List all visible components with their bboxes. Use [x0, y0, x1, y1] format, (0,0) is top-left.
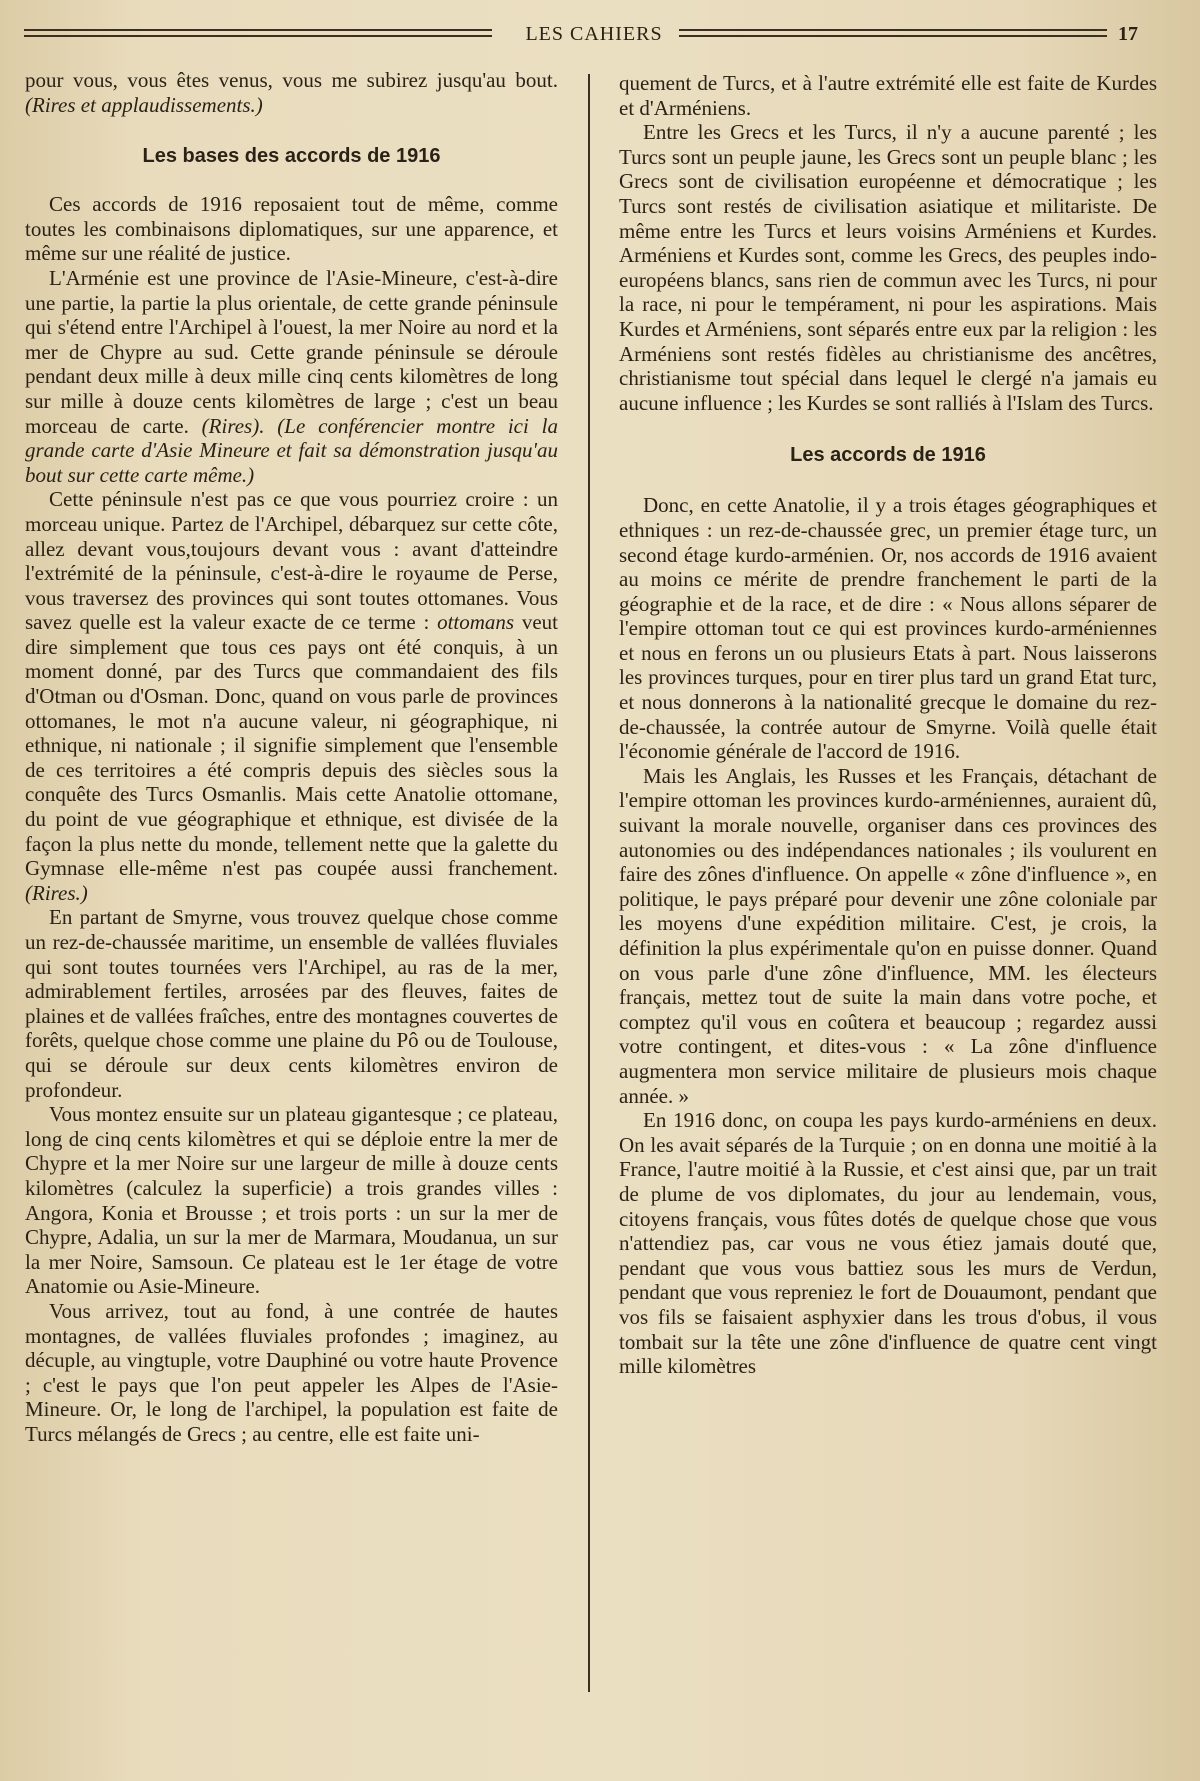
paragraph: pour vous, vous êtes venus, vous me subirez jusqu'au bout. (Rires et applaudissements.)	[25, 68, 558, 117]
left-column	[25, 68, 558, 1446]
paragraph: Donc, en cette Anatolie, il y a trois étages géographiques et ethniques : un rez-de-chaussée grec, un premier étage turc, un second étage kurdo-arménien. Or, nos accords de 1916 avaient au moins ce mérite de prendre franchement le parti de la géographie et de la race, et de dire : « Nous allons séparer de l'empire ottoman tout ce qui est provinces kurdo-arméniennes et nous en ferons un ou plusieurs Etats à part. Nous laisserons les provinces turques, pour en tirer plus tard un grand Etat turc, et nous donnerons à la nationalité grecque le domaine du rez-de-chaussée, la contrée autour de Smyrne. Voilà quelle était l'économie générale de l'accord de 1916.	[619, 493, 1157, 764]
paragraph: Ces accords de 1916 reposaient tout de même, comme toutes les combinaisons diplomatiques, sur une apparence, et même sur une réalité de justice.	[25, 192, 558, 266]
paragraph: Vous montez ensuite sur un plateau gigantesque ; ce plateau, long de cinq cents kilomètres et qui se déploie entre la mer de Chypre et la mer Noire sur une largeur de mille à douze cents kilomètres (calculez la superficie) a trois grandes villes : Angora, Konia et Brousse ; et trois ports : un sur la mer de Chypre, Adalia, un sur la mer de Marmara, Moudanua, un sur la mer Noire, Samsoun. Ce plateau est le 1er étage de votre Anatomie ou Asie-Mineure.	[25, 1102, 558, 1299]
paragraph: quement de Turcs, et à l'autre extrémité elle est faite de Kurdes et d'Arméniens.	[619, 71, 1157, 120]
paragraph: Mais les Anglais, les Russes et les Français, détachant de l'empire ottoman les provinces kurdo-arméniennes, auraient dû, suivant la morale nouvelle, organiser dans ces provinces des autonomies ou des indépendances nationales ; ils voulurent en faire des zônes d'influence. On appelle « zône d'influence », en politique, le pays préparé pour devenir une zône coloniale par les moyens d'une expédition militaire. C'est, je crois, la définition la plus expérimentale qu'on en puisse donner. Quand on vous parle d'une zône d'influence, MM. les électeurs français, mettez tout de suite la main dans votre poche, et comptez qu'il vous en coûtera et beaucoup ; regardez aussi votre contingent, et dites-vous : « La zône d'influence augmentera mon service militaire de plusieurs mois chaque année. »	[619, 763, 1157, 1108]
page-number: 17	[1118, 23, 1138, 45]
column-divider	[588, 74, 590, 1692]
running-header	[24, 20, 1138, 48]
paragraph: En partant de Smyrne, vous trouvez quelque chose comme un rez-de-chaussée maritime, un ensemble de vallées fluviales qui sont toutes tournées vers l'Archipel, au ras de la mer, admirablement fertiles, arrosées par des fleuves, faites de plaines et de vallées fraîches, entre des montagnes couvertes de forêts, quelque chose comme une plaine du Pô ou de Toulouse, qui se déroule sur deux cents kilomètres environ de profondeur.	[25, 905, 558, 1102]
paragraph: En 1916 donc, on coupa les pays kurdo-arméniens en deux. On les avait séparés de la Turquie ; on en donna une moitié à la France, l'autre moitié à la Russie, et c'est ainsi que, par un trait de plume de vos diplomates, du jour au lendemain, vous, citoyens français, vous fûtes dotés de quelque chose que vous n'attendiez pas, car vous ne vous étiez jamais douté que, pendant que vous vous battiez sous les murs de Verdun, pendant que vous repreniez le fort de Douaumont, pendant que vos fils se faisaient asphyxier dans les trous d'obus, il vous tombait sur la tête une zône d'influence de quatre cent vingt mille kilomètres	[619, 1108, 1157, 1379]
header-rule-left	[24, 29, 492, 38]
paragraph: L'Arménie est une province de l'Asie-Mineure, c'est-à-dire une partie, la partie la plus orientale, de cette grande péninsule qui s'étend entre l'Archipel à l'ouest, la mer Noire au nord et la mer de Chypre au sud. Cette grande péninsule se déroule pendant deux mille à deux mille cinq cents kilomètres de long sur mille à douze cents kilomètres de large ; c'est un beau morceau de carte. (Rires). (Le conférencier montre ici la grande carte d'Asie Mineure et fait sa démonstration jusqu'au bout sur cette carte même.)	[25, 265, 559, 487]
section-heading: Les bases des accords de 1916	[142, 145, 441, 168]
section-heading: Les accords de 1916	[790, 444, 986, 467]
journal-title: LES CAHIERS	[525, 23, 663, 45]
paragraph: Entre les Grecs et les Turcs, il n'y a aucune parenté ; les Turcs sont un peuple jaune, les Grecs sont un peuple blanc ; les Grecs sont de civilisation européenne et démocratique ; les Turcs sont restés de civilisation asiatique et militariste. De même entre les Turcs et leurs voisins Arméniens et Kurdes. Arméniens et Kurdes sont, comme les Grecs, des peuples indo-européens blancs, sans rien de commun avec les Turcs, ni pour la race, ni pour le tempérament, ni pour les aspirations. Mais Kurdes et Arméniens, sont séparés entre eux par la religion : les Arméniens sont restés fidèles au christianisme des ancêtres, christianisme tout spécial dans lequel le clergé n'a jamais eu aucune influence ; les Kurdes se sont ralliés à l'Islam des Turcs.	[619, 120, 1157, 415]
header-rule-right	[679, 29, 1107, 38]
paragraph: Cette péninsule n'est pas ce que vous pourriez croire : un morceau unique. Partez de l'Archipel, débarquez sur cette côte, allez devant vous,toujours devant vous : avant d'atteindre l'extrémité de la péninsule, c'est-à-dire le royaume de Perse, vous traversez des provinces qui sont toutes ottomanes. Vous savez quelle est la valeur exacte de ce terme : ottomans veut dire simplement que tous ces pays ont été conquis, à un moment donné, par des Turcs que commandaient des fils d'Otman ou d'Osman. Donc, quand on vous parle de provinces ottomanes, le mot n'a aucune valeur, ni géographique, ni ethnique, ni nationale ; il signifie simplement que l'ensemble de ces territoires a été compris depuis des siècles sous la conquête des Turcs Osmanlis. Mais cette Anatolie ottomane, du point de vue géographique et ethnique, est divisée de la façon la plus nette du monde, tellement nette que la galette du Gymnase elle-même n'est pas coupée aussi franchement. (Rires.)	[25, 487, 558, 905]
paragraph: Vous arrivez, tout au fond, à une contrée de hautes montagnes, de vallées fluviales profondes ; imaginez, au décuple, au vingtuple, votre Dauphiné ou votre haute Provence ; c'est le pays que l'on peut appeler les Alpes de l'Asie-Mineure. Or, le long de l'archipel, la population est faite de Turcs mélangés de Grecs ; au centre, elle est faite uni-	[25, 1298, 558, 1446]
right-column	[619, 71, 1157, 1379]
